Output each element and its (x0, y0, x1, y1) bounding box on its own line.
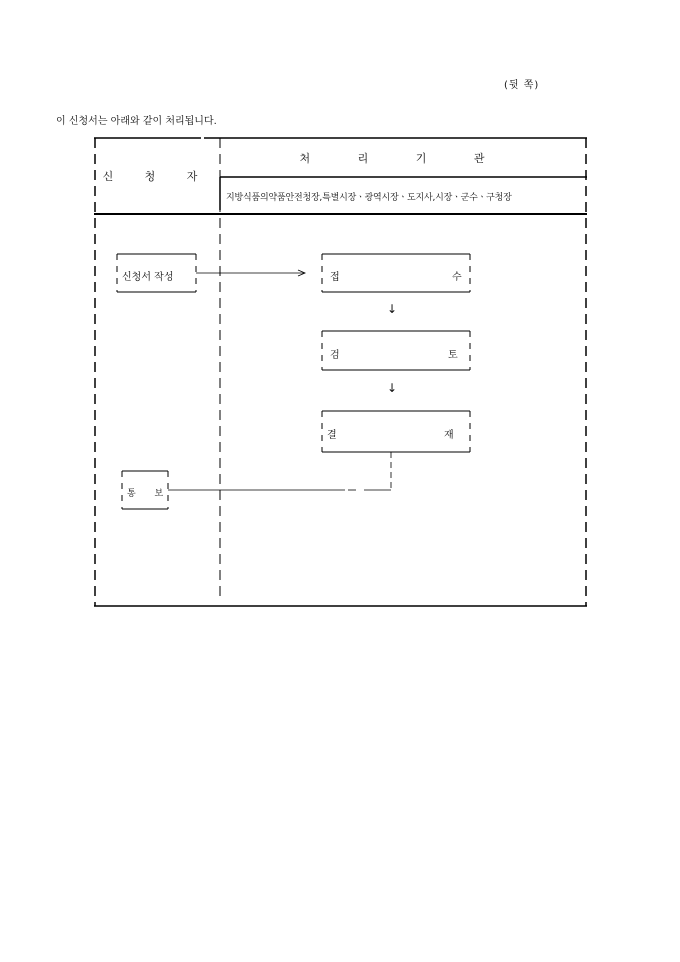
receipt-label-1: 접 (330, 272, 340, 283)
notify-label: 통 보 (127, 489, 172, 499)
down-arrow-icon: ↓ (387, 381, 398, 395)
processing-agency-header: 처 리 기 관 (299, 152, 507, 165)
review-label-2: 토 (448, 350, 458, 361)
write-application-label: 신청서 작성 (122, 272, 174, 283)
receipt-label-2: 수 (452, 272, 462, 283)
decision-label-1: 결 (327, 430, 337, 441)
receipt-box (322, 254, 470, 292)
agencies-subheader: 지방식품의약품안전청장,특별시장ㆍ광역시장ㆍ도지사,시장ㆍ군수ㆍ구청장 (226, 193, 512, 203)
intro-text: 이 신청서는 아래와 같이 처리됩니다. (56, 116, 217, 127)
page-label: (뒷 쪽) (504, 80, 540, 91)
decision-label-2: 재 (444, 430, 454, 441)
applicant-header: 신 청 자 (102, 170, 212, 183)
review-label-1: 검 (330, 350, 340, 361)
down-arrow-icon: ↓ (387, 302, 398, 316)
